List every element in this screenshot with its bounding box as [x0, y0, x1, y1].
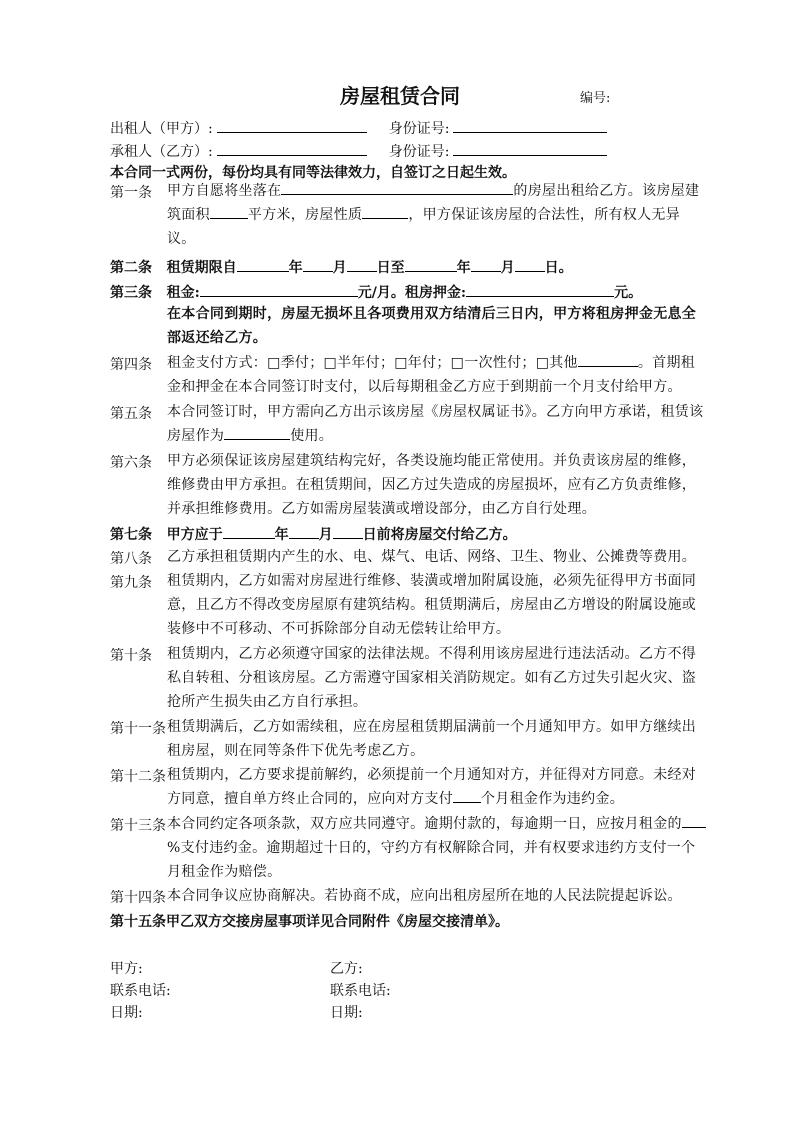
document-title: 房屋租赁合同 [340, 84, 460, 108]
area-blank [210, 205, 248, 219]
article-7-part2: 日前将房屋交付给乙方。 [362, 527, 517, 543]
article-3-part2: 元/月。租房押金: [357, 285, 467, 301]
article-8-text: 乙方承担租赁期内产生的水、电、煤气、电话、网络、卫生、物业、公摊费等费用。 [167, 549, 697, 565]
lessee-id-label: 身份证号: [388, 144, 450, 160]
article-12-part1: 租赁期内，乙方要求提前解约，必须提前一个月通知对方，并征得对方同意。未经对方同意，擅自单方终止合同的，应向对方支付 [167, 767, 697, 807]
start-month-blank [303, 258, 333, 272]
article-5-part2: 使用。 [290, 428, 334, 444]
day-text: 日。 [544, 260, 573, 276]
article-1-part3: 平方米，房屋性质 [247, 207, 363, 223]
property-nature-blank [362, 205, 408, 219]
year-text: 年 [274, 527, 289, 543]
party-a-signature: 甲方: [110, 961, 143, 977]
article-11-text: 租赁期满后，乙方如需续租，应在房屋租赁期届满前一个月通知甲方。如甲方继续出租房屋，则在同等条件下优先考虑乙方。 [167, 719, 697, 759]
article-5-label: 第五条 [110, 406, 152, 422]
article-13-part1: 本合同约定各项条款，双方应共同遵守。逾期付款的，每逾期一日，应按月租金的 [167, 816, 682, 832]
article-6-text: 甲方必须保证该房屋建筑结构完好，各类设施均能正常使用。并负责该房屋的维修，维修费由甲方承担。在租赁期间，因乙方过失造成的房屋损坏，应有乙方负责维修，并承担维修费用。乙方如需房屋装潢或增设部分，由乙方自行处理。 [167, 453, 697, 517]
serial-number-label: 编号: [580, 91, 611, 106]
article-13-part2: %支付违约金。逾期超过十日的，守约方有权解除合同，并有权要求违约方支付一个月租金作为赔偿。 [167, 840, 696, 880]
article-13-label: 第十三条 [110, 818, 166, 834]
article-3-deposit-return: 在本合同到期时，房屋无损坏且各项费用双方结清后三日内，甲方将租房押金无息全部返还给乙方。 [167, 306, 697, 346]
article-9-label: 第九条 [110, 575, 152, 591]
article-12-text [167, 763, 707, 811]
article-1-label: 第一条 [110, 185, 152, 201]
rent-blank [200, 283, 358, 297]
party-b-date: 日期: [330, 1005, 363, 1021]
intro-statement: 本合同一式两份，每份均具有同等法律效力，自签订之日起生效。 [110, 165, 516, 181]
article-10-text: 租赁期内，乙方必须遵守国家的法律法规。不得利用该房屋进行违法活动。乙方不得私自转租、分租该房屋。乙方需遵守国家相关消防规定。如有乙方过失引起火灾、盗抢所产生损失由乙方自行承担。 [167, 646, 697, 710]
party-b-signature: 乙方: [330, 961, 363, 977]
article-4-label: 第四条 [110, 357, 152, 373]
handover-day-blank [333, 525, 363, 539]
penalty-months-blank [453, 789, 481, 803]
day-to-text: 日至 [376, 260, 405, 276]
article-7-label: 第七条 [110, 527, 152, 543]
article-10-label: 第十条 [110, 648, 152, 664]
month-text: 月 [500, 260, 515, 276]
lessee-row [110, 141, 607, 161]
article-4-text [167, 351, 707, 399]
lessor-id-blank [453, 118, 607, 133]
article-14-text: 本合同争议应协商解决。若协商不成，应向出租房屋所在地的人民法院提起诉讼。 [167, 888, 682, 904]
end-year-blank [405, 258, 457, 272]
location-blank [281, 181, 513, 195]
month-text: 月 [332, 260, 347, 276]
year-text: 年 [288, 260, 303, 276]
article-5-part1: 本合同签订时，甲方需向乙方出示该房屋《房屋权属证书》。乙方向甲方承诺，租赁该房屋作为 [167, 404, 704, 444]
article-13-text [167, 812, 707, 884]
article-11-label: 第十一条 [110, 721, 166, 737]
article-1-part2: 的房屋出租给乙方。该房屋建筑面积 [167, 183, 700, 223]
article-7 [110, 524, 517, 544]
article-2-label: 第二条 [110, 260, 152, 276]
usage-blank [224, 426, 290, 440]
article-3 [110, 282, 642, 302]
end-day-blank [515, 258, 545, 272]
end-month-blank [471, 258, 501, 272]
article-4-part1: 租金支付方式：□季付；□半年付；□年付；□一次性付；□其他 [167, 355, 578, 371]
handover-month-blank [289, 525, 319, 539]
article-3-label: 第三条 [110, 285, 152, 301]
article-12-part2: 个月租金作为违约金。 [481, 791, 624, 807]
article-3-part3: 元。 [614, 285, 643, 301]
lessee-name-blank [217, 141, 367, 156]
article-8-label: 第八条 [110, 551, 152, 567]
lessor-name-blank [217, 118, 367, 133]
party-a-date: 日期: [110, 1005, 143, 1021]
start-day-blank [347, 258, 377, 272]
deposit-blank [466, 283, 614, 297]
article-2 [110, 257, 573, 277]
article-7-part1: 甲方应于 [166, 527, 223, 543]
article-15: 第十五条甲乙双方交接房屋事项详见合同附件《房屋交接清单》。 [110, 914, 509, 930]
lessee-id-blank [453, 141, 607, 156]
article-4-part2: 。首期租金和押金在本合同签订时支付，以后每期租金乙方应于到期前一个月支付给甲方。 [167, 355, 696, 395]
article-1-part4: ，甲方保证该房屋的合法性，所有权人无异议。 [167, 207, 681, 247]
article-5-text [167, 400, 707, 448]
lessor-row [110, 118, 607, 138]
handover-year-blank [223, 525, 275, 539]
lessor-label: 出租人（甲方）: [110, 121, 213, 137]
party-a-phone: 联系电话: [110, 983, 171, 999]
month-text: 月 [318, 527, 333, 543]
article-12-label: 第十二条 [110, 769, 166, 785]
start-year-blank [237, 258, 289, 272]
party-b-phone: 联系电话: [330, 983, 391, 999]
article-1-text [167, 179, 707, 251]
penalty-rate-blank [682, 814, 706, 828]
lessor-id-label: 身份证号: [388, 121, 450, 137]
article-3-part1: 租金: [166, 285, 200, 301]
article-1-part1: 甲方自愿将坐落在 [167, 183, 282, 199]
article-6-label: 第六条 [110, 455, 152, 471]
year-text: 年 [456, 260, 471, 276]
lessee-label: 承租人（乙方）: [110, 144, 213, 160]
article-2-part1: 租赁期限自 [166, 260, 237, 276]
other-payment-blank [578, 353, 638, 367]
article-9-text: 租赁期内，乙方如需对房屋进行维修、装潢或增加附属设施，必须先征得甲方书面同意，且乙方不得改变房屋原有建筑结构。租赁期满后，房屋由乙方增设的附属设施或装修中不可移动、不可拆除部分自动无偿转让给甲方。 [167, 573, 697, 637]
article-14-label: 第十四条 [110, 890, 166, 906]
